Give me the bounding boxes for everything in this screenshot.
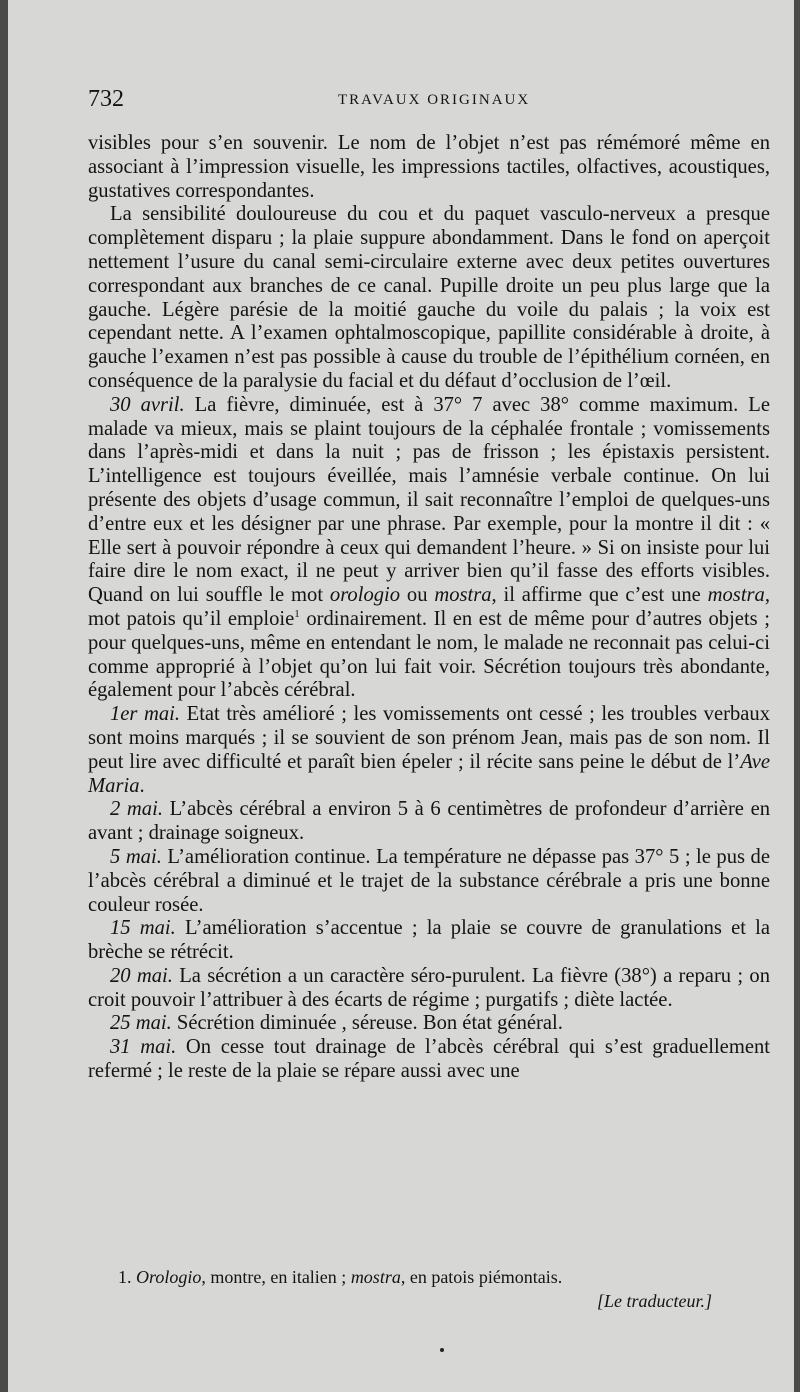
dated-entry — [88, 917, 770, 965]
footnote-signature: [Le traducteur.] — [596, 1291, 712, 1311]
footnote-text: , montre, en italien ; — [201, 1267, 351, 1287]
running-head: TRAVAUX ORIGINAUX — [338, 92, 531, 108]
dated-entry — [88, 394, 770, 703]
paragraph — [88, 132, 770, 203]
entry-emphasis: mostra — [434, 584, 492, 607]
entry-text: ordinairement. Il en est de même pour d’autres objets ; pour quelques-uns, même en entendant le nom, le malade ne reconnait pas celui-ci comme approprié à l’objet qu’on lui fait voir. Sécrétion toujours très abondante, également pour l’abcès cérébral. — [88, 607, 770, 702]
entry-text: L’amélioration s’accentue ; la plaie se couvre de granulations et la brèche se rétrécit. — [88, 917, 770, 964]
page-number: 732 — [88, 86, 124, 112]
entry-date: 20 mai. — [110, 964, 173, 987]
entry-text: Sécrétion diminuée , séreuse. Bon état général. — [171, 1012, 563, 1035]
dated-entry — [88, 1036, 770, 1084]
footnote-text: , en patois piémontais. — [400, 1267, 563, 1287]
footnote-term: Orologio — [136, 1267, 202, 1287]
book-page — [8, 0, 794, 1392]
entry-text: La sécrétion a un caractère séro-purulent. La fièvre (38°) a reparu ; on croit pouvoir l’attribuer à des écarts de régime ; purgatifs ; diète lactée. — [88, 964, 770, 1011]
entry-emphasis: orologio — [329, 584, 401, 607]
dated-entry — [88, 798, 770, 846]
entry-emphasis: mostra — [707, 584, 765, 607]
entry-text: . — [139, 774, 145, 797]
footnote-marker: 1 — [294, 608, 300, 621]
paragraph — [88, 203, 770, 393]
entry-text: L’amélioration continue. La température ne dépasse pas 37° 5 ; le pus de l’abcès cérébral a diminué et le trajet de la substance cérébrale a pris une bonne couleur rosée. — [88, 845, 770, 916]
entry-date: 30 avril. — [110, 393, 185, 416]
entry-text: ou — [400, 584, 435, 607]
print-mark — [440, 1348, 444, 1352]
footnote-number: 1. — [118, 1267, 132, 1287]
entry-date: 2 mai. — [110, 798, 163, 821]
dated-entry — [88, 846, 770, 917]
body-text — [88, 132, 770, 1084]
entry-date: 15 mai. — [110, 917, 176, 940]
footnote — [118, 1265, 718, 1313]
entry-text: L’abcès cérébral a environ 5 à 6 centimètres de profondeur d’arrière en avant ; drainage soigneux. — [88, 798, 771, 845]
page-header — [88, 86, 762, 116]
entry-date: 5 mai. — [110, 845, 162, 868]
paragraph-text: visibles pour s’en souvenir. Le nom de l’objet n’est pas rémémoré même en associant à l’impression visuelle, les impressions tactiles, olfactives, acoustiques, gustatives correspondantes. — [88, 132, 770, 202]
entry-date: 1er mai. — [110, 703, 181, 726]
entry-text: La fièvre, diminuée, est à 37° 7 avec 38° comme maximum. Le malade va mieux, mais se plaint toujours de la céphalée frontale ; vomissements dans l’après-midi et dans la nuit ; pas de frisson ; les épistaxis persistent. L’intelligence est toujours éveillée, mais l’amnésie verbale continue. On lui présente des objets d’usage commun, il sait reconnaître l’emploi de quelques-uns d’entre eux et les désigner par une phrase. Par exemple, pour la montre il dit : « Elle sert à pouvoir répondre à ceux qui demandent l’heure. » Si on insiste pour lui faire dire le nom exact, il ne peut y arriver bien qu’il fasse des efforts visibles. Quand on lui souffle le mot — [88, 393, 770, 607]
dated-entry — [88, 703, 770, 798]
dated-entry — [88, 1012, 770, 1036]
entry-emphasis: Ave Maria — [88, 750, 770, 797]
entry-date: 31 mai. — [110, 1036, 177, 1059]
entry-text: Etat très amélioré ; les vomissements ont cessé ; les troubles verbaux sont moins marqués ; il se souvient de son prénom Jean, mais pas de son nom. Il peut lire avec difficulté et paraît bien épeler ; il récite sans peine le début de l’ — [88, 703, 771, 773]
paragraph-text: La sensibilité douloureuse du cou et du paquet vasculo-nerveux a presque complètement disparu ; la plaie suppure abondamment. Dans le fond on aperçoit nettement l’usure du canal semi-circulaire externe avec deux petites ouvertures correspondant aux branches de ce canal. Pupille droite un peu plus large que la gauche. Légère parésie de la moitié gauche du voile du palais ; la voix est cependant nette. A l’examen ophtalmoscopique, papillite considérable à droite, à gauche l’examen n’est pas possible à cause du trouble de l’épithélium cornéen, en conséquence de la paralysie du facial et du défaut d’occlusion de l’œil. — [88, 203, 770, 392]
footnote-term: mostra — [350, 1267, 401, 1287]
dated-entry — [88, 965, 770, 1013]
entry-text: , il affirme que c’est une — [491, 584, 708, 607]
entry-text: , mot patois qu’il emploie — [88, 584, 771, 630]
entry-text: On cesse tout drainage de l’abcès cérébral qui s’est graduellement refermé ; le reste de la plaie se répare aussi avec une — [88, 1036, 770, 1083]
entry-date: 25 mai. — [110, 1012, 172, 1035]
